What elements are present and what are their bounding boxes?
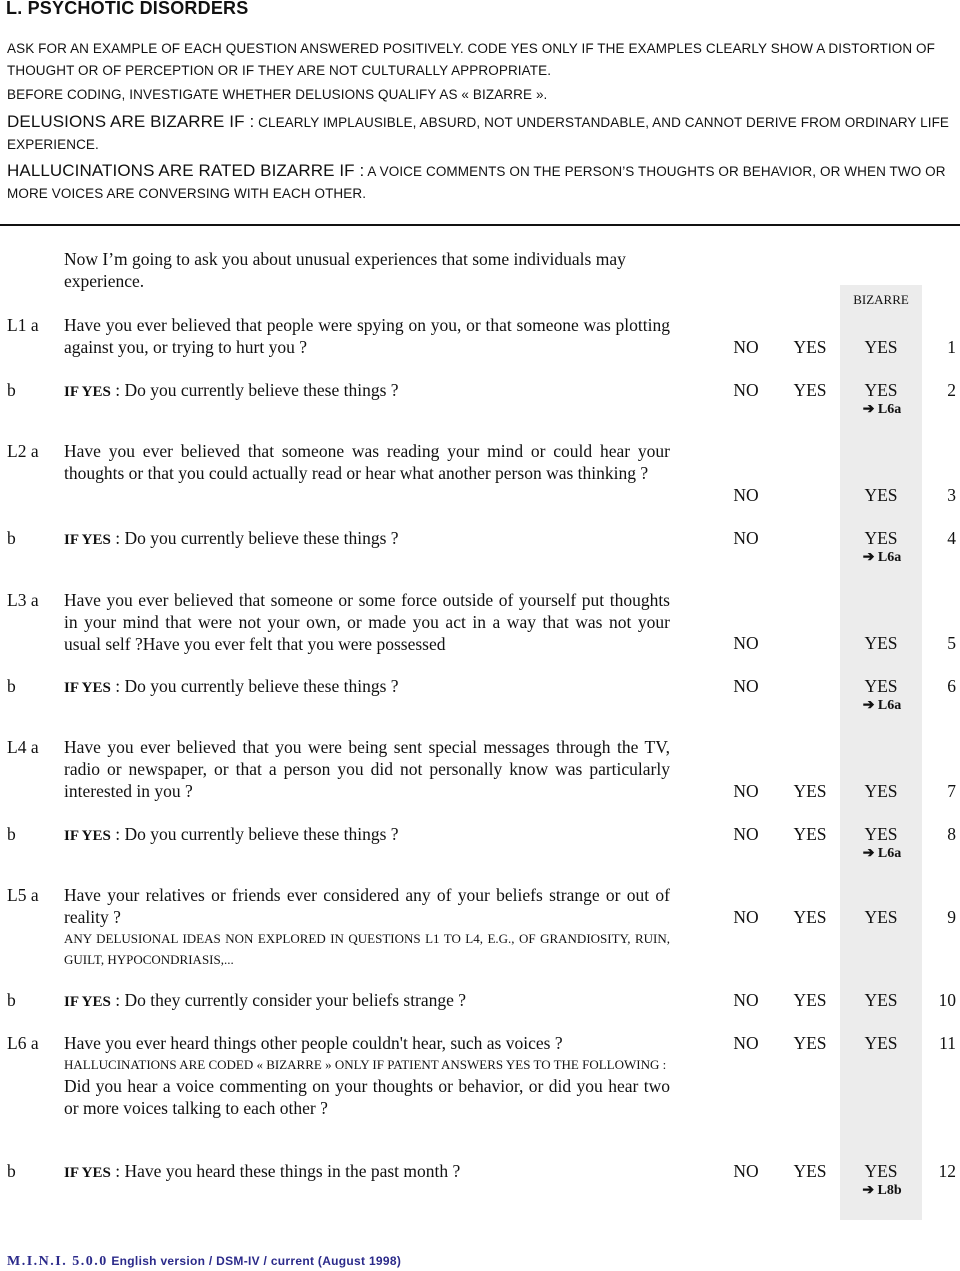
item-number: 6 xyxy=(947,676,956,696)
question-text xyxy=(64,884,670,970)
answer-bizarre-yes[interactable]: YES xyxy=(864,380,898,400)
answer-no[interactable]: NO xyxy=(733,1161,759,1181)
answer-yes[interactable]: YES xyxy=(793,907,827,927)
followup-text: : Do you currently believe these things ? xyxy=(110,380,399,400)
skip-arrow-icon: ➔ L8b xyxy=(862,1183,902,1198)
followup-text: : Do you currently believe these things ? xyxy=(110,676,399,696)
answer-bizarre-yes[interactable]: YES xyxy=(864,676,898,696)
question-main-text: Have you ever heard things other people couldn't hear, such as voices ? xyxy=(64,1033,563,1053)
question-label: b xyxy=(7,528,16,548)
answer-no[interactable]: NO xyxy=(733,337,759,357)
if-yes-marker: IF YES xyxy=(64,994,111,1010)
answer-no[interactable]: NO xyxy=(733,781,759,801)
section-divider xyxy=(0,224,960,226)
question-label: b xyxy=(7,676,16,696)
if-yes-marker: IF YES xyxy=(64,532,111,548)
answer-no[interactable]: NO xyxy=(733,824,759,844)
question-label: b xyxy=(7,990,16,1010)
if-yes-marker: IF YES xyxy=(64,1165,111,1181)
if-yes-marker: IF YES xyxy=(64,680,111,696)
answer-yes[interactable]: YES xyxy=(793,781,827,801)
item-number: 9 xyxy=(947,907,956,927)
hallucinations-criteria: A VOICE COMMENTS ON THE PERSON’S THOUGHTS OR BEHAVIOR, OR WHEN TWO OR MORE VOICES ARE CONVERSING WITH EACH OTHER. xyxy=(7,164,946,201)
question-text xyxy=(64,1032,670,1119)
followup-text: : Do they currently consider your beliefs strange ? xyxy=(110,990,467,1010)
answer-yes[interactable]: YES xyxy=(793,337,827,357)
answer-no[interactable]: NO xyxy=(733,485,759,505)
item-number: 10 xyxy=(938,990,956,1010)
instruction-examples: ASK FOR AN EXAMPLE OF EACH QUESTION ANSWERED POSITIVELY. CODE YES ONLY IF THE EXAMPLES CLEARLY SHOW A DISTORTION OF THOUGHT OR OF PERCEPTION OR IF THEY ARE NOT CULTURALLY APPROPRIATE. xyxy=(7,41,935,78)
question-label: L4 a xyxy=(7,737,39,757)
question-label: b xyxy=(7,1161,16,1181)
answer-yes[interactable]: YES xyxy=(793,990,827,1010)
question-text: Have you ever believed that people were spying on you, or that someone was plotting against you, or trying to hurt you ? xyxy=(64,315,670,357)
interviewer-note: ANY DELUSIONAL IDEAS NON EXPLORED IN QUESTIONS L1 TO L4, E.G., OF GRANDIOSITY, RUIN, GUILT, HYPOCONDRIASIS,... xyxy=(64,931,670,967)
question-label: L2 a xyxy=(7,441,39,461)
item-number: 7 xyxy=(947,781,956,801)
instruction-bizarre-check: BEFORE CODING, INVESTIGATE WHETHER DELUSIONS QUALIFY AS « BIZARRE ». xyxy=(7,87,548,102)
question-text: Have you ever believed that someone or some force outside of yourself put thoughts in your mind that were not your own, or made you act in a way that was not your usual self ?Have you ever felt that you were possessed xyxy=(64,590,670,654)
answer-bizarre-yes[interactable]: YES xyxy=(864,485,898,505)
bizarre-column-header: BIZARRE xyxy=(853,292,909,307)
question-label: L3 a xyxy=(7,590,39,610)
answer-yes[interactable]: YES xyxy=(793,824,827,844)
answer-yes[interactable]: YES xyxy=(793,380,827,400)
question-text: Have you ever believed that someone was reading your mind or could hear your thoughts or that you could actually read or hear what another person was thinking ? xyxy=(64,441,670,483)
answer-no[interactable]: NO xyxy=(733,676,759,696)
answer-bizarre-yes[interactable]: YES xyxy=(864,907,898,927)
item-number: 4 xyxy=(947,528,956,548)
question-text xyxy=(64,989,670,1013)
answer-no[interactable]: NO xyxy=(733,633,759,653)
if-yes-marker: IF YES xyxy=(64,828,111,844)
footer-version: English version / DSM-IV / current (August 1998) xyxy=(107,1254,402,1268)
answer-bizarre-yes[interactable]: YES xyxy=(864,528,898,548)
answer-bizarre-yes[interactable]: YES xyxy=(864,990,898,1010)
answer-no[interactable]: NO xyxy=(733,1033,759,1053)
instruction-hallucinations xyxy=(7,160,952,205)
answer-yes[interactable]: YES xyxy=(793,1033,827,1053)
footer-brand: M.I.N.I. 5.0.0 xyxy=(7,1254,108,1269)
question-text xyxy=(64,675,670,699)
skip-arrow-icon: ➔ L6a xyxy=(862,846,902,861)
answer-bizarre-yes[interactable]: YES xyxy=(864,633,898,653)
item-number: 3 xyxy=(947,485,956,505)
answer-no[interactable]: NO xyxy=(733,528,759,548)
question-text: Have you ever believed that you were being sent special messages through the TV, radio or newspaper, or that a person you did not personally know was particularly interested in you ? xyxy=(64,737,670,801)
bizarre-column-shading xyxy=(840,285,922,1220)
followup-text: : Do you currently believe these things ? xyxy=(110,824,399,844)
question-label: b xyxy=(7,824,16,844)
answer-bizarre-yes[interactable]: YES xyxy=(864,337,898,357)
item-number: 5 xyxy=(947,633,956,653)
skip-arrow-icon: ➔ L6a xyxy=(862,402,902,417)
answer-bizarre-yes[interactable]: YES xyxy=(864,1161,898,1181)
answer-yes[interactable]: YES xyxy=(793,1161,827,1181)
item-number: 12 xyxy=(938,1161,956,1181)
item-number: 11 xyxy=(939,1033,956,1053)
answer-bizarre-yes[interactable]: YES xyxy=(864,781,898,801)
question-label: L6 a xyxy=(7,1033,39,1053)
question-followup-text: Did you hear a voice commenting on your thoughts or behavior, or did you hear two or more voices talking to each other ? xyxy=(64,1076,670,1118)
delusions-criteria: CLEARLY IMPLAUSIBLE, ABSURD, NOT UNDERSTANDABLE, AND CANNOT DERIVE FROM ORDINARY LIFE EXPERIENCE. xyxy=(7,115,950,152)
question-label: L1 a xyxy=(7,315,39,335)
item-number: 8 xyxy=(947,824,956,844)
answer-no[interactable]: NO xyxy=(733,990,759,1010)
item-number: 2 xyxy=(947,380,956,400)
question-text xyxy=(64,1160,670,1184)
answer-no[interactable]: NO xyxy=(733,380,759,400)
followup-text: : Do you currently believe these things ? xyxy=(110,528,399,548)
answer-bizarre-yes[interactable]: YES xyxy=(864,1033,898,1053)
item-number: 1 xyxy=(947,337,956,357)
interview-intro: Now I’m going to ask you about unusual experiences that some individuals may experience. xyxy=(64,249,626,291)
question-text xyxy=(64,823,670,847)
question-text xyxy=(64,379,670,403)
skip-arrow-icon: ➔ L6a xyxy=(862,698,902,713)
page-footer xyxy=(7,1254,401,1270)
followup-text: : Have you heard these things in the past month ? xyxy=(110,1161,461,1181)
question-main-text: Have your relatives or friends ever considered any of your beliefs strange or out of reality ? xyxy=(64,885,670,927)
interviewer-note: HALLUCINATIONS ARE CODED « BIZARRE » ONLY IF PATIENT ANSWERS YES TO THE FOLLOWING : xyxy=(64,1057,667,1072)
skip-arrow-icon: ➔ L6a xyxy=(862,550,902,565)
question-label: b xyxy=(7,380,16,400)
if-yes-marker: IF YES xyxy=(64,384,111,400)
answer-bizarre-yes[interactable]: YES xyxy=(864,824,898,844)
hallucinations-lead: HALLUCINATIONS ARE RATED BIZARRE IF : xyxy=(7,161,365,180)
section-title: L. PSYCHOTIC DISORDERS xyxy=(6,0,249,18)
instruction-delusions xyxy=(7,111,952,156)
answer-no[interactable]: NO xyxy=(733,907,759,927)
delusions-lead: DELUSIONS ARE BIZARRE IF : xyxy=(7,112,255,131)
question-text xyxy=(64,527,670,551)
question-label: L5 a xyxy=(7,885,39,905)
